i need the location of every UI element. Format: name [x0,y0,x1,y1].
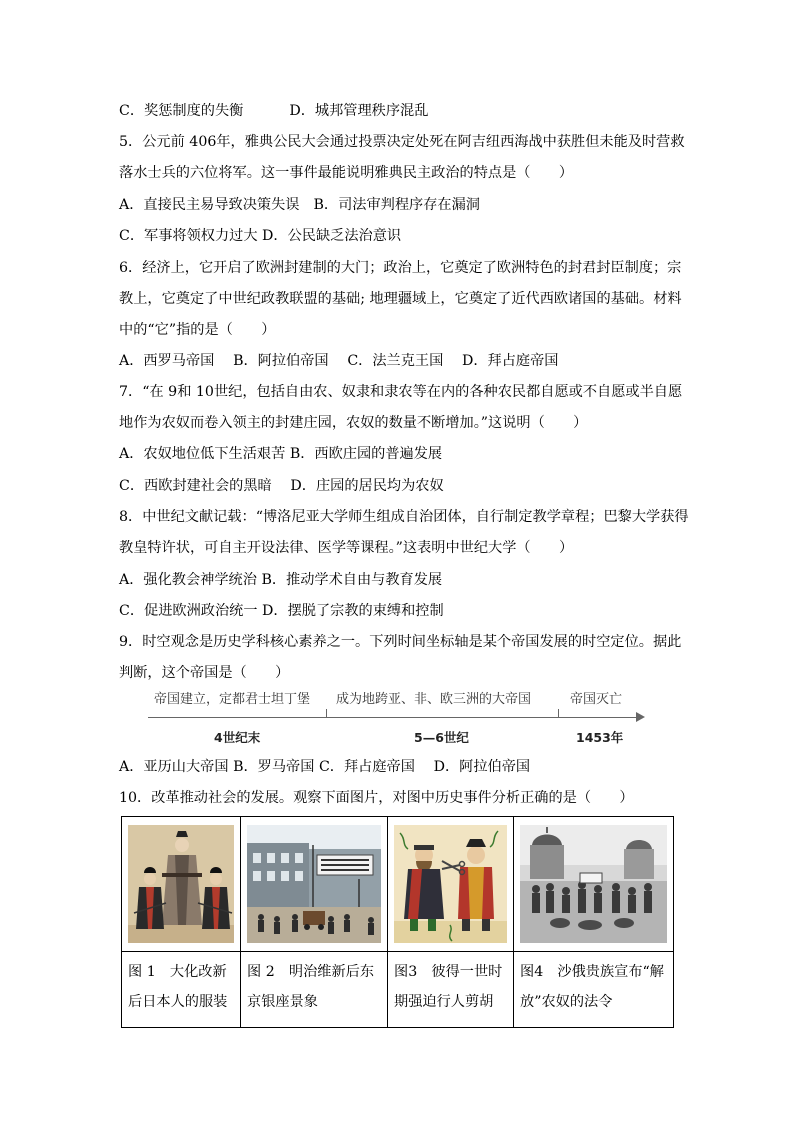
japanese-figures-illustration [128,825,234,943]
figure-image-cell [514,817,674,952]
option-line [119,101,428,121]
question-10-text: 10．改革推动社会的发展。观察下面图片，对图中历史事件分析正确的是（ ） [119,790,634,806]
option-a: A．直接民主易导致决策失误 [119,197,300,213]
question-7-text: 7．“在 9和 10世纪，包括自由农、奴隶和隶农等在内的各种农民都自愿或不自愿或半自愿 [119,384,683,400]
question-6-text: 6．经济上，它开启了欧洲封建制的大门；政治上，它奠定了欧洲特色的封君封臣制度；宗 [119,260,682,276]
option-b: B．司法审判程序存在漏洞 [313,197,480,213]
timeline-event: 帝国建立，定都君士坦丁堡 [154,692,311,707]
option-line [119,195,480,215]
ginza-street-scene [247,825,381,943]
timeline-tick [558,709,559,717]
figure-image-cell [122,817,241,952]
option-line: A．强化教会神学统治 B．推动学术自由与教育发展 [119,572,443,588]
timeline-date: 1453年 [576,730,624,745]
option-line: C．西欧封建社会的黑暗 D．庄园的居民均为农奴 [119,478,444,494]
figure-caption: 图4 沙俄贵族宣布“解放”农奴的法令 [514,952,674,1028]
option-c: C．奖惩制度的失衡 [119,103,244,119]
question-5-text-cont: 落水士兵的六位将军。这一事件最能说明雅典民主政治的特点是（ ） [119,165,574,181]
figure-caption: 图 1 大化改新后日本人的服装 [122,952,241,1028]
timeline-date: 5—6世纪 [414,730,469,745]
figure-caption: 图3 彼得一世时期强迫行人剪胡 [388,952,514,1028]
option-line: A．亚历山大帝国 B．罗马帝国 C．拜占庭帝国 D．阿拉伯帝国 [119,759,531,775]
figure-image-cell [388,817,514,952]
question-6-text-cont: 中的“它”指的是（ ） [119,322,276,338]
question-6-text-cont: 教上，它奠定了中世纪政教联盟的基础; 地理疆域上，它奠定了近代西欧诸国的基础。材料 [119,291,682,307]
question-8-text: 8．中世纪文献记载：“博洛尼亚大学师生组成自治团体，自行制定教学章程；巴黎大学获得 [119,509,689,525]
figure-image-cell [241,817,388,952]
option-line: A．农奴地位低下生活艰苦 B．西欧庄园的普遍发展 [119,446,443,462]
timeline-arrow-icon [636,712,645,722]
question-8-text-cont: 教皇特许状，可自主开设法律、医学等课程。”这表明中世纪大学（ ） [119,540,574,556]
timeline-tick [326,709,327,717]
option-line: C．促进欧洲政治统一 D．摆脱了宗教的束缚和控制 [119,603,444,619]
question-9-text-cont: 判断，这个帝国是（ ） [119,665,290,681]
figure-caption: 图 2 明治维新后东京银座景象 [241,952,388,1028]
question-9-text: 9．时空观念是历史学科核心素养之一。下列时间坐标轴是某个帝国发展的时空定位。据此 [119,634,682,650]
beard-cutting-woodcut [394,825,507,943]
timeline-date: 4世纪末 [214,730,261,745]
figure-table [121,816,674,1028]
timeline [148,688,648,748]
question-5-text: 5．公元前 406年，雅典公民大会通过投票决定处死在阿吉纽西海战中获胜但未能及时营救 [119,134,685,150]
serf-emancipation-engraving [520,825,667,943]
option-d: D．城邦管理秩序混乱 [289,103,429,119]
option-line: A．西罗马帝国 B．阿拉伯帝国 C．法兰克王国 D．拜占庭帝国 [119,353,559,369]
question-7-text-cont: 地作为农奴而卷入领主的封建庄园，农奴的数量不断增加。”这说明（ ） [119,415,588,431]
option-line: C．军事将领权力过大 D．公民缺乏法治意识 [119,228,402,244]
timeline-event: 帝国灭亡 [570,692,623,707]
timeline-event: 成为地跨亚、非、欧三洲的大帝国 [336,692,532,707]
timeline-axis [148,717,640,718]
